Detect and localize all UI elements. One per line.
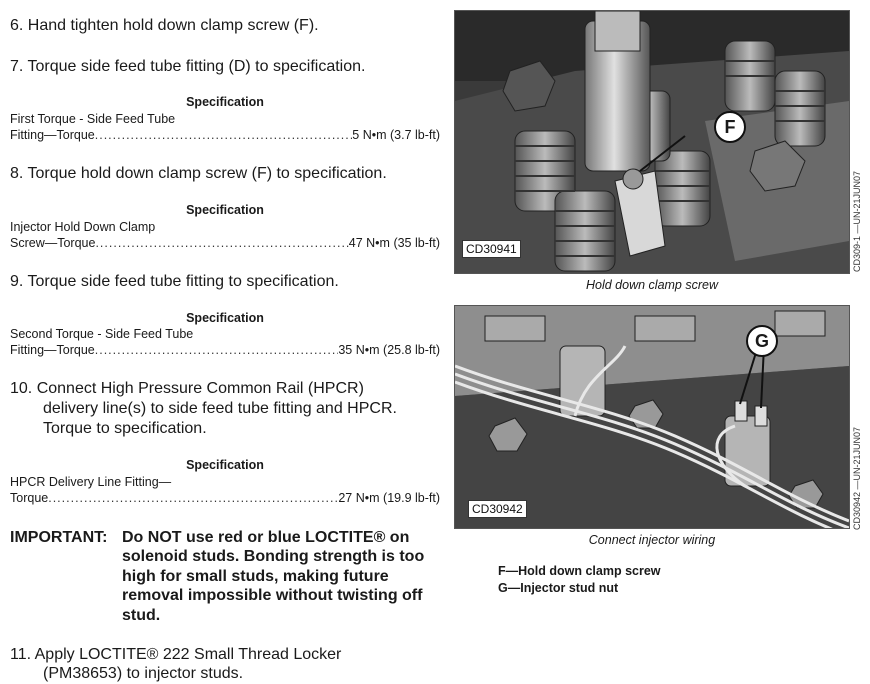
legend-g: G—Injector stud nut: [498, 581, 619, 595]
figure-1-caption: Hold down clamp screw: [586, 278, 718, 292]
spec3-value: 35 N•m (25.8 lb-ft): [338, 343, 440, 357]
step-8: 8. Torque hold down clamp screw (F) to specification.: [10, 165, 387, 182]
spec4-value: 27 N•m (19.9 lb-ft): [338, 491, 440, 505]
important-line4: removal impossible without twisting off: [122, 587, 423, 604]
step-11-line1: 11. Apply LOCTITE® 222 Small Thread Locker: [10, 646, 342, 663]
leader-dots: [95, 235, 348, 251]
engine-valvetrain-illustration: [455, 11, 849, 273]
spec2-value: 47 N•m (35 lb-ft): [348, 236, 440, 250]
step-11-line2: (PM38653) to injector studs.: [43, 665, 244, 682]
important-line5: stud.: [122, 607, 161, 624]
legend-f: F—Hold down clamp screw: [498, 564, 661, 578]
spec-heading-4: Specification: [186, 458, 264, 472]
spec1-row: [10, 127, 440, 143]
injector-wiring-illustration: [455, 306, 849, 528]
spec2-row: [10, 235, 440, 251]
figure-1-tag: CD30941: [462, 240, 521, 258]
figure-2-photo: [454, 305, 850, 529]
leader-dots: [48, 490, 338, 506]
important-line1: Do NOT use red or blue LOCTITE® on: [122, 529, 410, 546]
figure-1-photo: [454, 10, 850, 274]
spec3-row: [10, 342, 440, 358]
important-label: IMPORTANT:: [10, 529, 108, 546]
spec1-line1: First Torque - Side Feed Tube: [10, 112, 176, 126]
leader-dots: [95, 127, 353, 143]
important-line3: high for small studs, making future: [122, 568, 389, 585]
important-line2: solenoid studs. Bonding strength is too: [122, 548, 425, 565]
callout-f: F: [714, 111, 746, 143]
spec4-label: Torque: [10, 491, 49, 505]
spec2-label: Screw—Torque: [10, 236, 96, 250]
spec3-label: Fitting—Torque: [10, 343, 95, 357]
step-6: 6. Hand tighten hold down clamp screw (F).: [10, 17, 319, 34]
spec3-line1: Second Torque - Side Feed Tube: [10, 327, 194, 341]
figure-2-side-code: CD30942 —UN-21JUN07: [852, 426, 862, 530]
spec2-line1: Injector Hold Down Clamp: [10, 220, 156, 234]
callout-g: G: [746, 325, 778, 357]
figure-2-caption: Connect injector wiring: [588, 533, 716, 547]
step-10-line3: Torque to specification.: [43, 420, 207, 437]
step-9: 9. Torque side feed tube fitting to specification.: [10, 273, 339, 290]
spec1-label: Fitting—Torque: [10, 128, 95, 142]
spec4-line1: HPCR Delivery Line Fitting—: [10, 475, 172, 489]
spec4-row: [10, 490, 440, 506]
figure-2-tag: CD30942: [468, 500, 527, 518]
spec1-value: 5 N•m (3.7 lb-ft): [352, 128, 440, 142]
figure-1-side-code: CD309-1 —UN-21JUN07: [852, 170, 862, 272]
step-7: 7. Torque side feed tube fitting (D) to specification.: [10, 58, 366, 75]
step-10-line1: 10. Connect High Pressure Common Rail (HPCR): [10, 380, 364, 397]
spec-heading-2: Specification: [186, 203, 264, 217]
step-10-line2: delivery line(s) to side feed tube fitting and HPCR.: [43, 400, 397, 417]
spec-heading-3: Specification: [186, 311, 264, 325]
spec-heading-1: Specification: [186, 95, 264, 109]
leader-dots: [95, 342, 339, 358]
